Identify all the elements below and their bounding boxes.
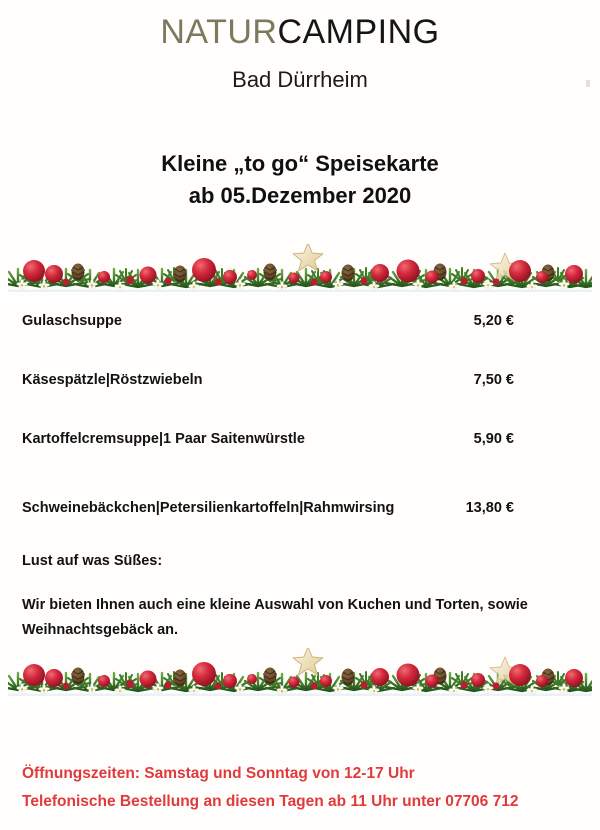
menu-item-name: Schweinebäckchen|Petersilienkartoffeln|Rahmwirsing [22,500,395,516]
desserts-body-text: Wir bieten Ihnen auch eine kleine Auswahl von Kuchen und Torten, sowie Weihnachtsgebäck an. [22,597,528,638]
logo-wordmark [0,12,600,52]
logo-natur-text: NATUR [160,13,278,51]
scan-artifact [586,80,590,87]
menu-item-price: 7,50 € [473,372,514,388]
opening-hours-footer [22,760,592,816]
christmas-garland-top [8,244,592,292]
menu-item-row [22,499,514,518]
menu-item-name: Käsespätzle|Röstzwiebeln [22,372,203,388]
menu-item-name: Kartoffelcremsuppe|1 Paar Saitenwürstle [22,431,305,447]
page-title-line-2: ab 05.Dezember 2020 [188,183,412,208]
menu-item-price: 5,90 € [473,431,514,447]
menu-item-price: 13,80 € [465,500,514,516]
menu-item-name: Gulaschsuppe [22,313,122,329]
brand-logo [0,12,600,94]
opening-hours-line: Öffnungszeiten: Samstag und Sonntag von 12-17 Uhr [22,765,415,782]
logo-camping-text: CAMPING [277,13,440,51]
logo-location-text: Bad Dürrheim [232,67,368,92]
menu-item-row [22,312,514,331]
phone-order-line: Telefonische Bestellung an diesen Tagen ab 11 Uhr unter 07706 712 [22,793,519,810]
christmas-garland-bottom [8,648,592,696]
desserts-section [22,552,578,643]
menu-item-row [22,430,514,449]
desserts-heading: Lust auf was Süßes: [22,553,163,569]
page-title-line-1: Kleine „to go“ Speisekarte [161,151,439,176]
menu-item-price: 5,20 € [473,313,514,329]
menu-item-row [22,371,514,390]
menu-item-list [22,312,514,518]
page-title [0,148,600,212]
